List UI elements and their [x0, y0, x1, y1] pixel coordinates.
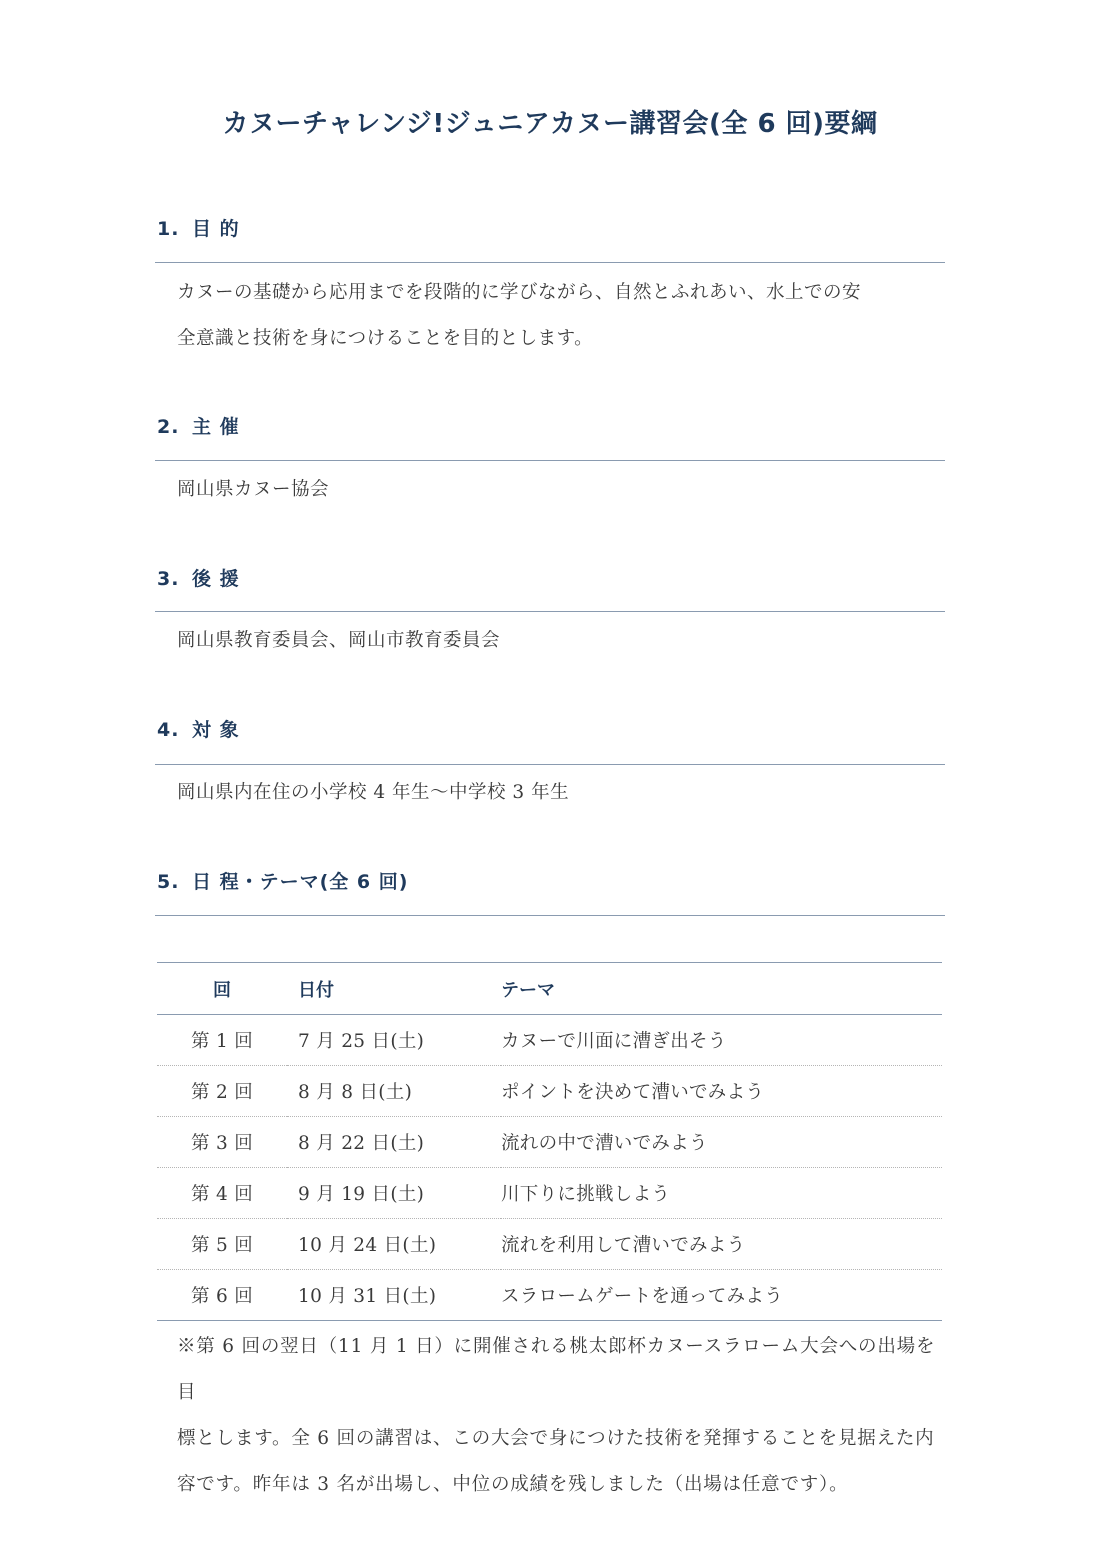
text-line: 全意識と技術を身につけることを目的とします。 — [177, 328, 594, 349]
section-number: 2. — [157, 416, 180, 438]
cell-theme: 流れの中で漕いでみよう — [501, 1117, 942, 1168]
table-header-row — [157, 963, 942, 1015]
cell-date: 7 月 25 日(土) — [287, 1015, 501, 1066]
document-title: カヌーチャレンジ!ジュニアカヌー講習会(全 6 回)要綱 — [222, 109, 878, 139]
section-body-organizer — [177, 467, 947, 513]
text-line: 岡山県カヌー協会 — [177, 479, 330, 500]
section-divider — [155, 611, 945, 612]
table-row — [157, 1015, 942, 1066]
section-divider — [155, 262, 945, 263]
cell-round: 第 4 回 — [157, 1168, 287, 1219]
cell-round: 第 1 回 — [157, 1015, 287, 1066]
section-body-target — [177, 770, 947, 816]
cell-round: 第 6 回 — [157, 1270, 287, 1321]
section-title: 目 的 — [192, 218, 240, 240]
section-divider — [155, 460, 945, 461]
column-header-date: 日付 — [287, 963, 501, 1015]
cell-date: 9 月 19 日(土) — [287, 1168, 501, 1219]
schedule-note — [177, 1324, 947, 1508]
cell-date: 8 月 22 日(土) — [287, 1117, 501, 1168]
section-title: 対 象 — [192, 719, 240, 741]
cell-theme: 川下りに挑戦しよう — [501, 1168, 942, 1219]
cell-theme: カヌーで川面に漕ぎ出そう — [501, 1015, 942, 1066]
section-heading-target — [157, 715, 240, 742]
text-line: カヌーの基礎から応用までを段階的に学びながら、自然とふれあい、水上での安 — [177, 282, 862, 303]
column-header-theme: テーマ — [501, 963, 942, 1015]
table-row — [157, 1117, 942, 1168]
section-body-support — [177, 618, 947, 664]
section-heading-schedule — [157, 867, 408, 894]
section-body-purpose — [177, 270, 947, 362]
section-number: 5. — [157, 871, 180, 893]
section-divider — [155, 915, 945, 916]
section-title: 主 催 — [192, 416, 240, 438]
text-line: 岡山県内在住の小学校 4 年生〜中学校 3 年生 — [177, 782, 570, 803]
table-row — [157, 1066, 942, 1117]
section-title: 後 援 — [192, 568, 240, 590]
table-row — [157, 1270, 942, 1321]
note-line: 容です。昨年は 3 名が出場し、中位の成績を残しました（出場は任意です）。 — [177, 1474, 849, 1495]
cell-round: 第 5 回 — [157, 1219, 287, 1270]
section-heading-support — [157, 564, 240, 591]
section-divider — [155, 764, 945, 765]
cell-date: 10 月 24 日(土) — [287, 1219, 501, 1270]
section-number: 1. — [157, 218, 180, 240]
table-row — [157, 1168, 942, 1219]
column-header-round: 回 — [157, 963, 287, 1015]
text-line: 岡山県教育委員会、岡山市教育委員会 — [177, 630, 501, 651]
section-heading-purpose — [157, 214, 240, 241]
cell-date: 8 月 8 日(土) — [287, 1066, 501, 1117]
cell-round: 第 2 回 — [157, 1066, 287, 1117]
note-line: 標とします。全 6 回の講習は、この大会で身につけた技術を発揮することを見据えた内 — [177, 1428, 935, 1449]
section-title: 日 程・テーマ(全 6 回) — [192, 871, 409, 893]
section-number: 4. — [157, 719, 180, 741]
section-heading-organizer — [157, 412, 240, 439]
table-row — [157, 1219, 942, 1270]
cell-date: 10 月 31 日(土) — [287, 1270, 501, 1321]
cell-theme: スラロームゲートを通ってみよう — [501, 1270, 942, 1321]
note-line: ※第 6 回の翌日（11 月 1 日）に開催される桃太郎杯カヌースラローム大会への出場を目 — [177, 1336, 936, 1403]
section-number: 3. — [157, 568, 180, 590]
cell-round: 第 3 回 — [157, 1117, 287, 1168]
cell-theme: ポイントを決めて漕いでみよう — [501, 1066, 942, 1117]
schedule-table — [157, 962, 942, 1321]
cell-theme: 流れを利用して漕いでみよう — [501, 1219, 942, 1270]
